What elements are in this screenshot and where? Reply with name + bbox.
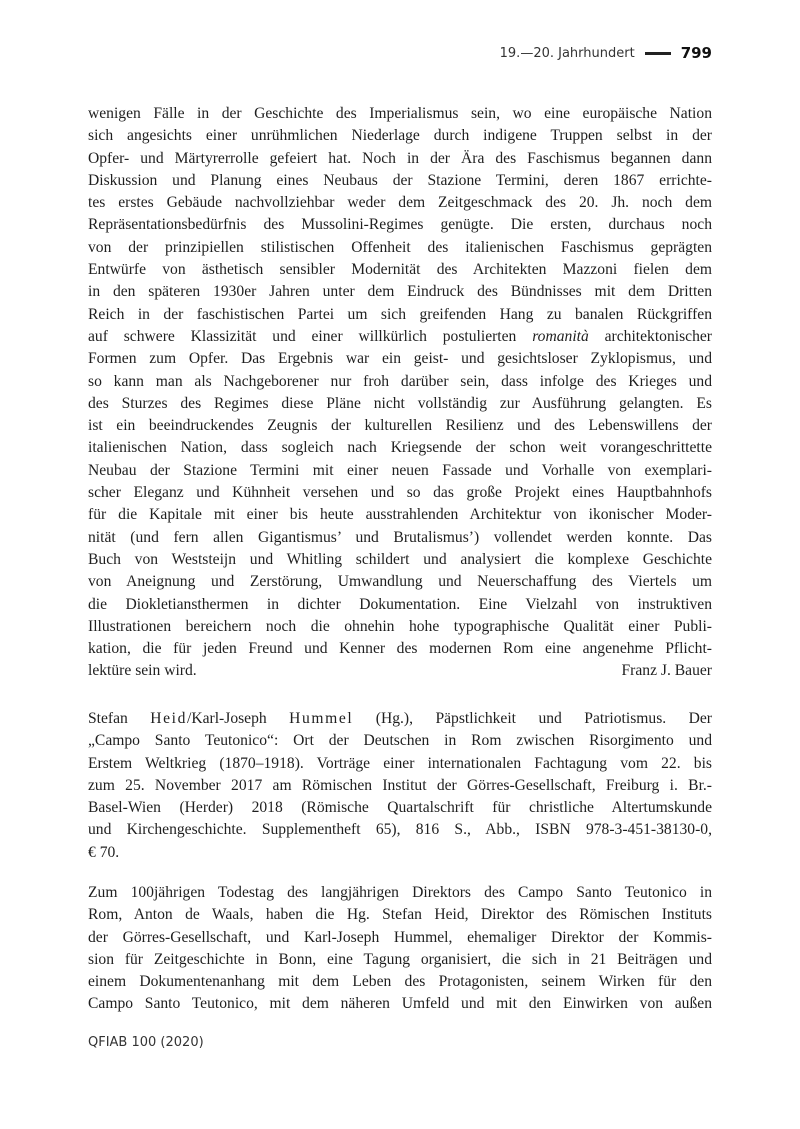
text-line-with-italic [88, 326, 712, 348]
text-line: für die Kapitale mit einer bis heute ausstrahlenden Architektur von ikonischer Moder- [88, 506, 712, 524]
review-author: Franz J. Bauer [621, 662, 712, 680]
text-fragment: /Karl-Joseph [187, 710, 290, 727]
closing-line [88, 660, 712, 682]
citation-line: Erstem Weltkrieg (1870–1918). Vorträge einer internationalen Fachtagung vom 22. bis [88, 754, 712, 772]
review-2-text [88, 882, 712, 1016]
text-line: kation, die für jeden Freund und Kenner des modernen Rom eine angenehme Pflicht- [88, 640, 712, 658]
text-line: Neubau der Stazione Termini mit einer neuen Fassade und Vorhalle von exemplari- [88, 461, 712, 479]
text-line: Zum 100jährigen Todestag des langjährigen Direktors des Campo Santo Teutonico in [88, 884, 712, 901]
text-line: tes erstes Gebäude nachvollziehbar weder dem Zeitgeschmack des 20. Jh. noch dem [88, 194, 712, 212]
text-line: der Görres-Gesellschaft, und Karl-Joseph Hummel, ehemaliger Direktor der Kommis- [88, 928, 712, 946]
text-fragment: lektüre sein wird. [88, 662, 197, 680]
editor-name: Heid [150, 710, 188, 727]
text-line: Buch von Weststeijn und Whitling schildert und analysiert die komplexe Geschichte [88, 550, 712, 568]
text-line: scher Eleganz und Kühnheit versehen und so das große Projekt eines Hauptbahnhofs [88, 484, 712, 502]
text-line: wenigen Fälle in der Geschichte des Imperialismus sein, wo eine europäische Nation [88, 105, 712, 122]
review-1-text [88, 103, 712, 683]
page-number: 799 [680, 44, 712, 62]
text-line: Diskussion und Planung eines Neubaus der Stazione Termini, deren 1867 errichte- [88, 171, 712, 189]
text-line: Entwürfe von ästhetisch sensibler Modernität des Architekten Mazzoni fielen dem [88, 261, 712, 279]
text-line: von der prinzipiellen stilistischen Offenheit des italienischen Faschismus geprägten [88, 238, 712, 256]
review-2-citation [88, 708, 712, 864]
running-title: 19.—20. Jahrhundert [499, 45, 635, 61]
text-line: ist ein beeindruckendes Zeugnis der kulturellen Resilienz und des Lebenswillens der [88, 417, 712, 435]
text-line: nität (und fern allen Gigantismus’ und Brutalismus’) vollendet werden konnte. Das [88, 528, 712, 546]
text-fragment: (Hg.), Päpstlichkeit und Patriotismus. Der [353, 710, 712, 727]
citation-line: und Kirchengeschichte. Supplementheft 65), 816 S., Abb., ISBN 978-3-451-38130-0, [88, 821, 712, 839]
text-line: Illustrationen bereichern noch die ohnehin hohe typographische Qualität einer Publi- [88, 617, 712, 635]
text-line: des Sturzes des Regimes diese Pläne nicht vollständig zur Ausführung gelangten. Es [88, 394, 712, 412]
text-line: Formen zum Opfer. Das Ergebnis war ein geist- und gesichtsloser Zyklopismus, und [88, 350, 712, 368]
text-fragment: architektonischer [588, 327, 712, 345]
text-line: Campo Santo Teutonico, mit dem näheren Umfeld und mit den Einwirken von außen [88, 995, 712, 1013]
text-line: Rom, Anton de Waals, haben die Hg. Stefan Heid, Direktor des Römischen Instituts [88, 906, 712, 924]
text-line: von Aneignung und Zerstörung, Umwandlung und Neuerschaffung des Viertels um [88, 573, 712, 591]
header-rule [645, 52, 671, 55]
text-line: sion für Zeitgeschichte in Bonn, eine Tagung organisiert, die sich in 21 Beiträgen und [88, 950, 712, 968]
text-line: italienischen Nation, dass sogleich nach Kriegsende der schon weit vorangeschrittette [88, 439, 712, 457]
text-line: so kann man als Nachgeborener nur froh darüber sein, dass infolge des Krieges und [88, 372, 712, 390]
text-line: einem Dokumentenanhang mit dem Leben des Protagonisten, seinem Wirken für den [88, 973, 712, 991]
citation-line-editors [88, 708, 712, 730]
text-line: sich angesichts einer unrühmlichen Niederlage durch indigene Truppen selbst in der [88, 127, 712, 145]
running-head [500, 44, 712, 62]
text-fragment: Stefan [88, 710, 151, 727]
text-line: in den späteren 1930er Jahren unter dem Eindruck des Bündnisses mit dem Dritten [88, 283, 712, 301]
text-line: die Diokletiansthermen in dichter Dokumentation. Eine Vielzahl von instruktiven [88, 595, 712, 613]
text-fragment: auf schwere Klassizität und einer willkürlich postulierten [88, 327, 533, 345]
citation-line: zum 25. November 2017 am Römischen Institut der Görres-Gesellschaft, Freiburg i. Br.- [88, 776, 712, 794]
citation-line: Basel-Wien (Herder) 2018 (Römische Quartalschrift für christliche Altertumskunde [88, 799, 712, 817]
italic-term: romanità [532, 327, 589, 345]
editor-name: Hummel [289, 710, 354, 727]
text-line: Opfer- und Märtyrerrolle gefeiert hat. Noch in der Ära des Faschismus begannen dann [88, 149, 712, 167]
text-line: Repräsentationsbedürfnis des Mussolini-Regimes genügte. Die ersten, durchaus noch [88, 216, 712, 234]
journal-footer: QFIAB 100 (2020) [88, 1035, 204, 1050]
citation-line: „Campo Santo Teutonico“: Ort der Deutschen in Rom zwischen Risorgimento und [88, 732, 712, 750]
text-line: Reich in der faschistischen Partei um sich greifenden Hang zu banalen Rückgriffen [88, 305, 712, 323]
citation-line: € 70. [88, 843, 120, 861]
